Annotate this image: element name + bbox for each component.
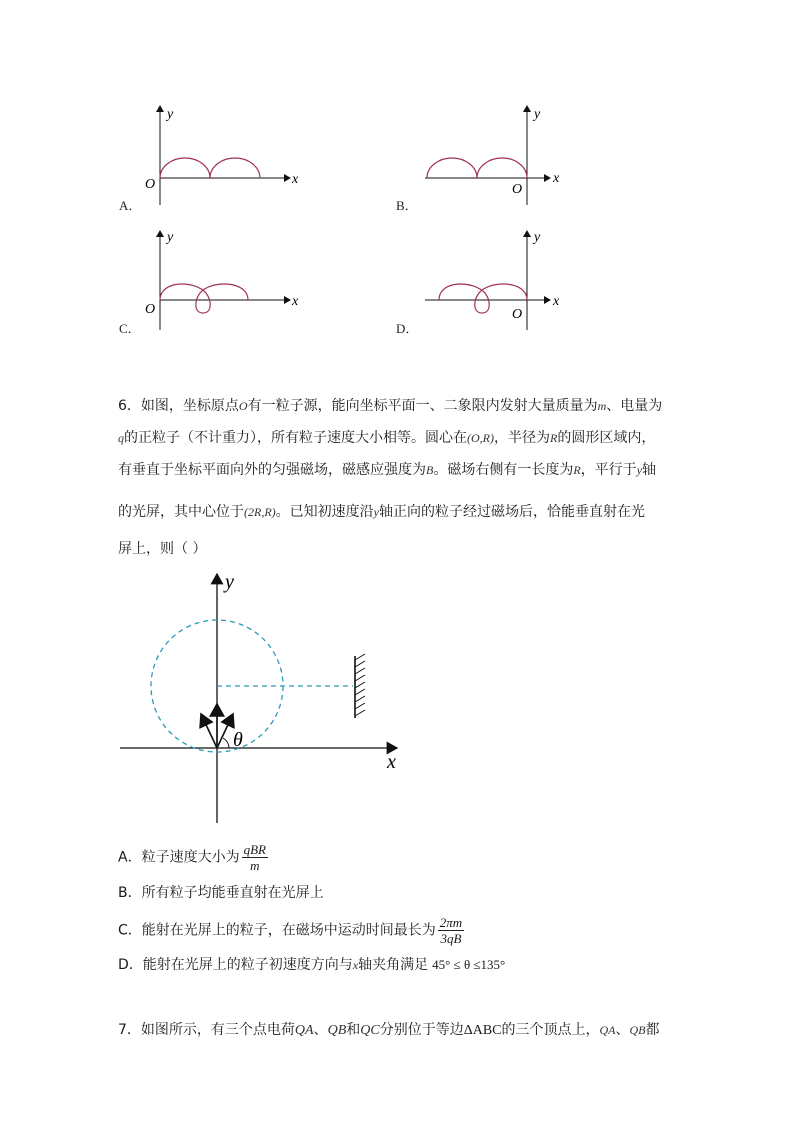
y-label: y [225,571,234,593]
q6-figure [115,568,415,828]
angle-label: θ [233,729,243,751]
x-label: x [553,294,560,309]
velocity-arrow-left [201,714,217,748]
fraction: $\frac{2\pi m}{3qB}$ [439,915,463,946]
q5-options [0,0,794,360]
q5-option-d-label[interactable]: D． [396,321,419,336]
trajectory-curve [160,284,248,313]
trajectory-curve [160,158,260,178]
q6-line-3: 有垂直于坐标平面向外的匀强磁场，磁感应强度为B。磁场右侧有一长度为R，平行于y轴 [118,462,657,478]
q6-line-2: q的正粒子（不计重力），所有粒子速度大小相等。圆心在(O,R)，半径为R的圆形区域内， [118,430,656,446]
q6-option-c[interactable]: C．能射在光屏上的粒子，在磁场中运动时间最长为 $\frac{2\pi m}{3qB}$ [118,915,463,946]
q5-option-c-graph [140,225,310,335]
screen-hatching [355,654,365,716]
x-label: x [292,172,299,187]
q5-option-d-graph [415,225,585,335]
origin-label: O [145,302,156,317]
q6-line-5: 屏上，则（ ） [118,541,207,557]
q5-option-b-label[interactable]: B． [396,198,418,213]
trajectory-curve [427,158,527,178]
q5-option-a-graph [140,100,310,210]
q5-option-c-label[interactable]: C． [119,321,141,336]
y-label: y [534,107,541,122]
angle-arc [223,738,229,748]
q6-line-1: 6．如图，坐标原点O有一粒子源，能向坐标平面一、二象限内发射大量质量为m、电量为 [118,398,663,414]
q6-line-4: 的光屏，其中心位于(2R,R)。已知初速度沿y轴正向的粒子经过磁场后，恰能垂直射在光 [118,504,645,520]
y-label: y [167,107,174,122]
q5-option-b-graph [415,100,585,210]
fraction: $\frac{\text{qBR}}{m}$ [243,842,266,873]
y-label: y [167,230,174,245]
q5-option-a-label[interactable]: A． [119,198,142,213]
velocity-arrow-right [217,714,233,748]
y-label: y [534,230,541,245]
q7-line-1: 7．如图所示，有三个点电荷QA、QB和QC分别位于等边ΔABC的三个顶点上，QA、QB都 [118,1022,660,1038]
origin-label: O [145,177,156,192]
origin-label: O [512,307,523,322]
origin-label: O [512,182,523,197]
q6-option-a[interactable]: A．粒子速度大小为 $\frac{\text{qBR}}{m}$ [118,842,266,873]
x-label: x [292,294,299,309]
x-label: x [387,751,396,773]
q6-option-d[interactable]: D．能射在光屏上的粒子初速度方向与x轴夹角满足 45° ≤ θ ≤135° [118,957,506,973]
q6-option-b[interactable]: B．所有粒子均能垂直射在光屏上 [118,885,324,901]
x-label: x [553,171,560,186]
